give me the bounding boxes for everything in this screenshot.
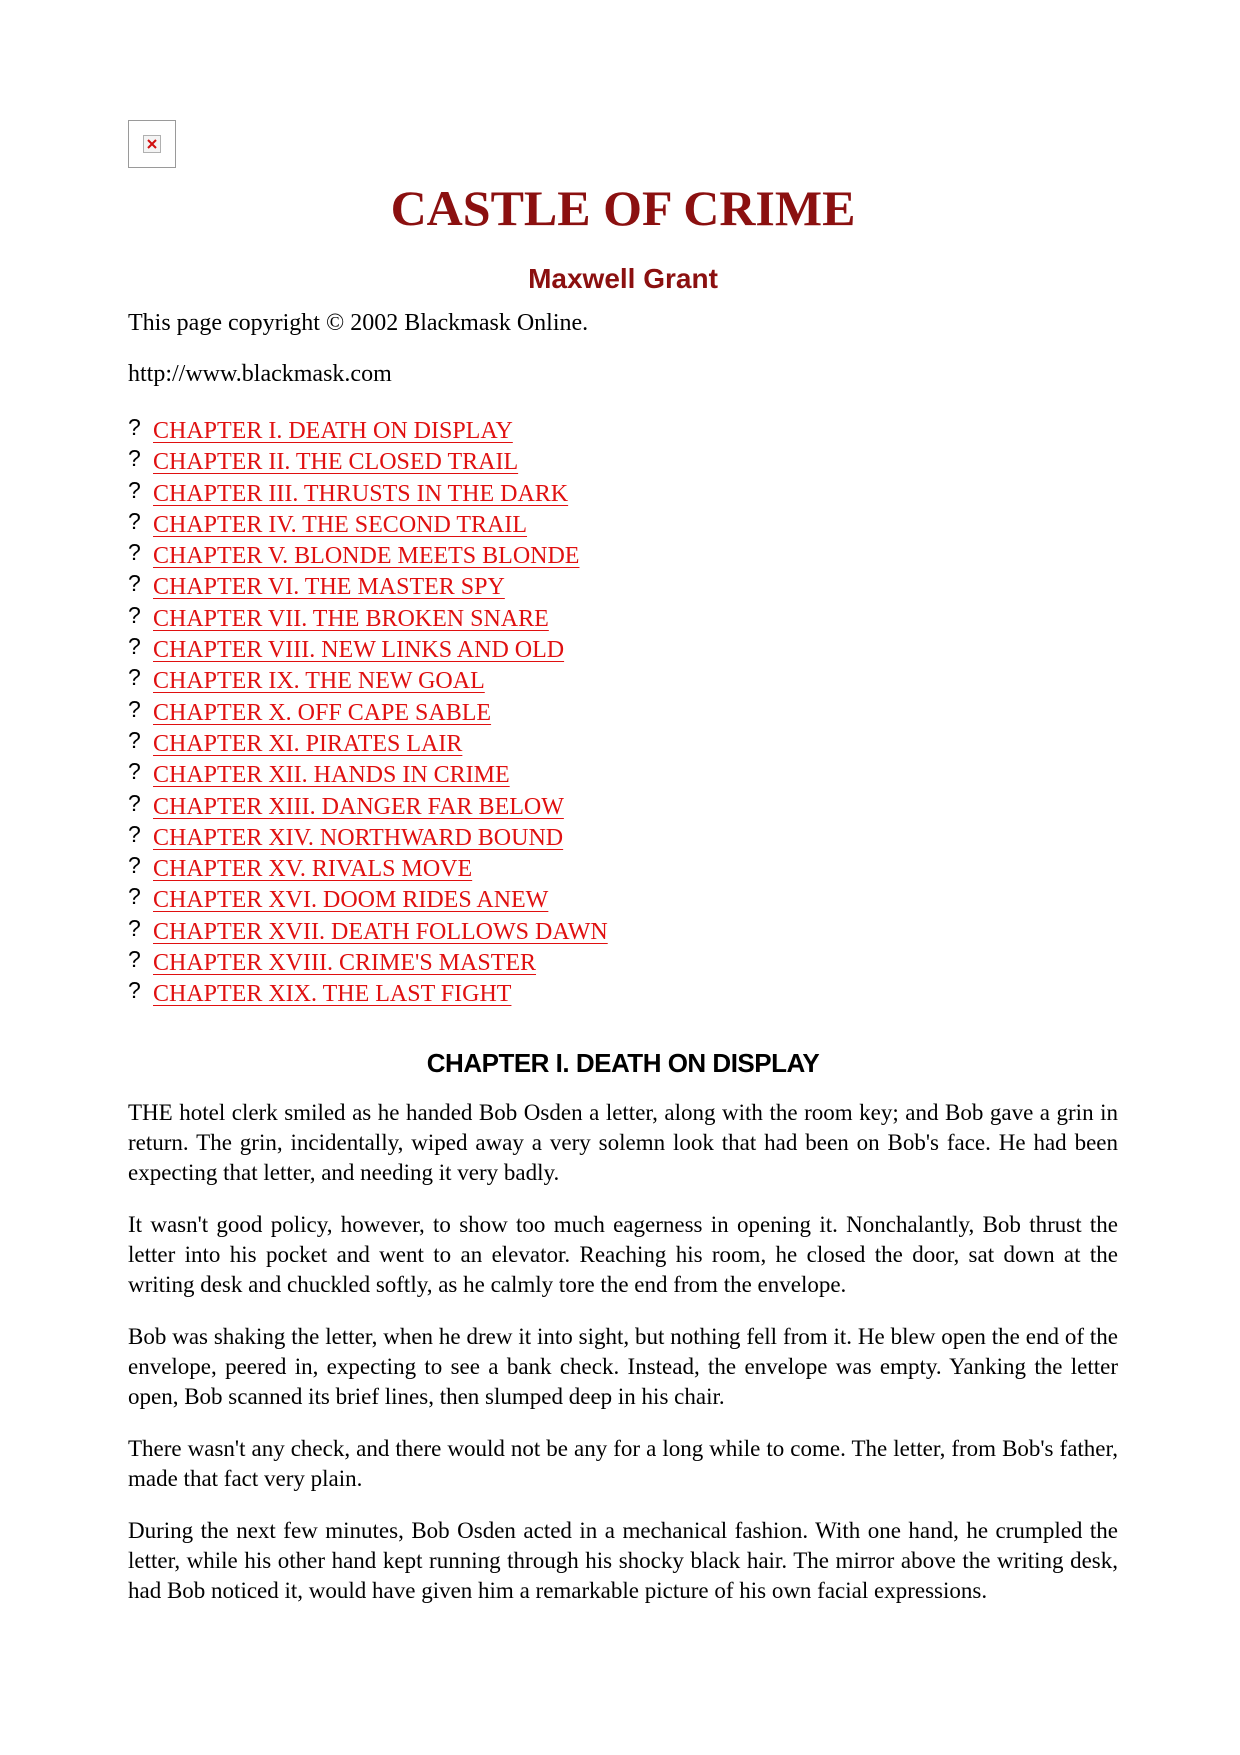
toc-link[interactable]: CHAPTER V. BLONDE MEETS BLONDE bbox=[153, 543, 580, 570]
toc-link[interactable]: CHAPTER XVIII. CRIME'S MASTER bbox=[153, 950, 537, 977]
toc-bullet: ? bbox=[128, 601, 141, 628]
toc-bullet: ? bbox=[128, 476, 141, 503]
body-paragraph: THE hotel clerk smiled as he handed Bob Osden a letter, along with the room key; and Bob gave a grin in return. The grin, incidentally, wiped away a very solemn look that had been on Bob's face. He had been expecting that letter, and needing it very badly. bbox=[128, 1100, 1118, 1185]
toc-bullet: ? bbox=[128, 507, 141, 534]
toc-item bbox=[128, 476, 608, 510]
toc-link[interactable]: CHAPTER III. THRUSTS IN THE DARK bbox=[153, 480, 569, 507]
toc-link[interactable]: CHAPTER VII. THE BROKEN SNARE bbox=[153, 605, 549, 632]
broken-image-icon bbox=[143, 135, 161, 153]
body-paragraph: During the next few minutes, Bob Osden acted in a mechanical fashion. With one hand, he crumpled the letter, while his other hand kept running through his shocky black hair. The mirror above the writing desk, had Bob noticed it, would have given him a remarkable picture of his own facial expressions. bbox=[128, 1518, 1118, 1603]
toc-link[interactable]: CHAPTER XIV. NORTHWARD BOUND bbox=[153, 824, 564, 851]
toc-bullet: ? bbox=[128, 946, 141, 973]
toc-item bbox=[128, 507, 608, 541]
toc-link[interactable]: CHAPTER X. OFF CAPE SABLE bbox=[153, 699, 492, 726]
table-of-contents bbox=[128, 416, 608, 1011]
toc-link[interactable]: CHAPTER VIII. NEW LINKS AND OLD bbox=[153, 637, 565, 664]
toc-item bbox=[128, 601, 608, 635]
toc-link[interactable]: CHAPTER XVII. DEATH FOLLOWS DAWN bbox=[153, 918, 608, 945]
toc-item bbox=[128, 820, 608, 854]
body-paragraph: There wasn't any check, and there would not be any for a long while to come. The letter, from Bob's father, made that fact very plain. bbox=[128, 1436, 1118, 1491]
toc-link[interactable]: CHAPTER I. DEATH ON DISPLAY bbox=[153, 418, 513, 444]
toc-bullet: ? bbox=[128, 414, 141, 440]
toc-item bbox=[128, 572, 608, 603]
toc-item bbox=[128, 666, 608, 697]
toc-item bbox=[128, 726, 608, 760]
toc-bullet: ? bbox=[128, 539, 141, 566]
toc-bullet: ? bbox=[128, 977, 141, 1004]
toc-link[interactable]: CHAPTER XII. HANDS IN CRIME bbox=[153, 762, 510, 789]
toc-bullet: ? bbox=[128, 914, 141, 941]
toc-bullet: ? bbox=[128, 789, 141, 816]
toc-link[interactable]: CHAPTER II. THE CLOSED TRAIL bbox=[153, 449, 519, 476]
toc-item bbox=[128, 789, 608, 823]
toc-bullet: ? bbox=[128, 664, 141, 691]
book-author: Maxwell Grant bbox=[528, 263, 718, 294]
toc-item bbox=[128, 541, 608, 572]
toc-bullet: ? bbox=[128, 883, 141, 910]
toc-bullet: ? bbox=[128, 758, 141, 785]
book-title: CASTLE OF CRIME bbox=[390, 180, 856, 236]
toc-link[interactable]: CHAPTER VI. THE MASTER SPY bbox=[153, 574, 505, 601]
chapter-heading: CHAPTER I. DEATH ON DISPLAY bbox=[426, 1048, 820, 1078]
broken-image bbox=[128, 120, 176, 168]
toc-link[interactable]: CHAPTER IV. THE SECOND TRAIL bbox=[153, 511, 528, 538]
toc-link[interactable]: CHAPTER XIX. THE LAST FIGHT bbox=[153, 981, 512, 1008]
toc-link[interactable]: CHAPTER IX. THE NEW GOAL bbox=[153, 668, 485, 695]
toc-bullet: ? bbox=[128, 633, 141, 660]
toc-bullet: ? bbox=[128, 695, 141, 722]
copyright-notice: This page copyright © 2002 Blackmask Online. bbox=[128, 310, 589, 336]
toc-bullet: ? bbox=[128, 445, 141, 472]
toc-item bbox=[128, 948, 608, 979]
body-paragraph: Bob was shaking the letter, when he drew it into sight, but nothing fell from it. He blew open the end of the envelope, peered in, expecting to see a bank check. Instead, the envelope was empty. Yanking the letter open, Bob scanned its brief lines, then slumped deep in his chair. bbox=[128, 1324, 1118, 1409]
source-url: http://www.blackmask.com bbox=[128, 361, 392, 387]
toc-link[interactable]: CHAPTER XI. PIRATES LAIR bbox=[153, 730, 463, 757]
toc-item bbox=[128, 635, 608, 666]
toc-item bbox=[128, 416, 608, 447]
toc-item bbox=[128, 914, 608, 948]
toc-bullet: ? bbox=[128, 820, 141, 847]
body-paragraph: It wasn't good policy, however, to show too much eagerness in opening it. Nonchalantly, Bob thrust the letter into his pocket and went to an elevator. Reaching his room, he closed the door, sat down at the writing desk and chuckled softly, as he calmly tore the end from the envelope. bbox=[128, 1212, 1118, 1297]
toc-item bbox=[128, 854, 608, 885]
toc-item bbox=[128, 695, 608, 729]
chapter-body bbox=[128, 1098, 1118, 1628]
toc-bullet: ? bbox=[128, 852, 141, 879]
toc-link[interactable]: CHAPTER XIII. DANGER FAR BELOW bbox=[153, 793, 564, 820]
toc-item bbox=[128, 979, 608, 1010]
toc-bullet: ? bbox=[128, 570, 141, 597]
toc-item bbox=[128, 760, 608, 791]
toc-link[interactable]: CHAPTER XV. RIVALS MOVE bbox=[153, 856, 473, 883]
toc-item bbox=[128, 885, 608, 916]
toc-bullet: ? bbox=[128, 726, 141, 753]
toc-link[interactable]: CHAPTER XVI. DOOM RIDES ANEW bbox=[153, 887, 549, 914]
toc-item bbox=[128, 447, 608, 478]
